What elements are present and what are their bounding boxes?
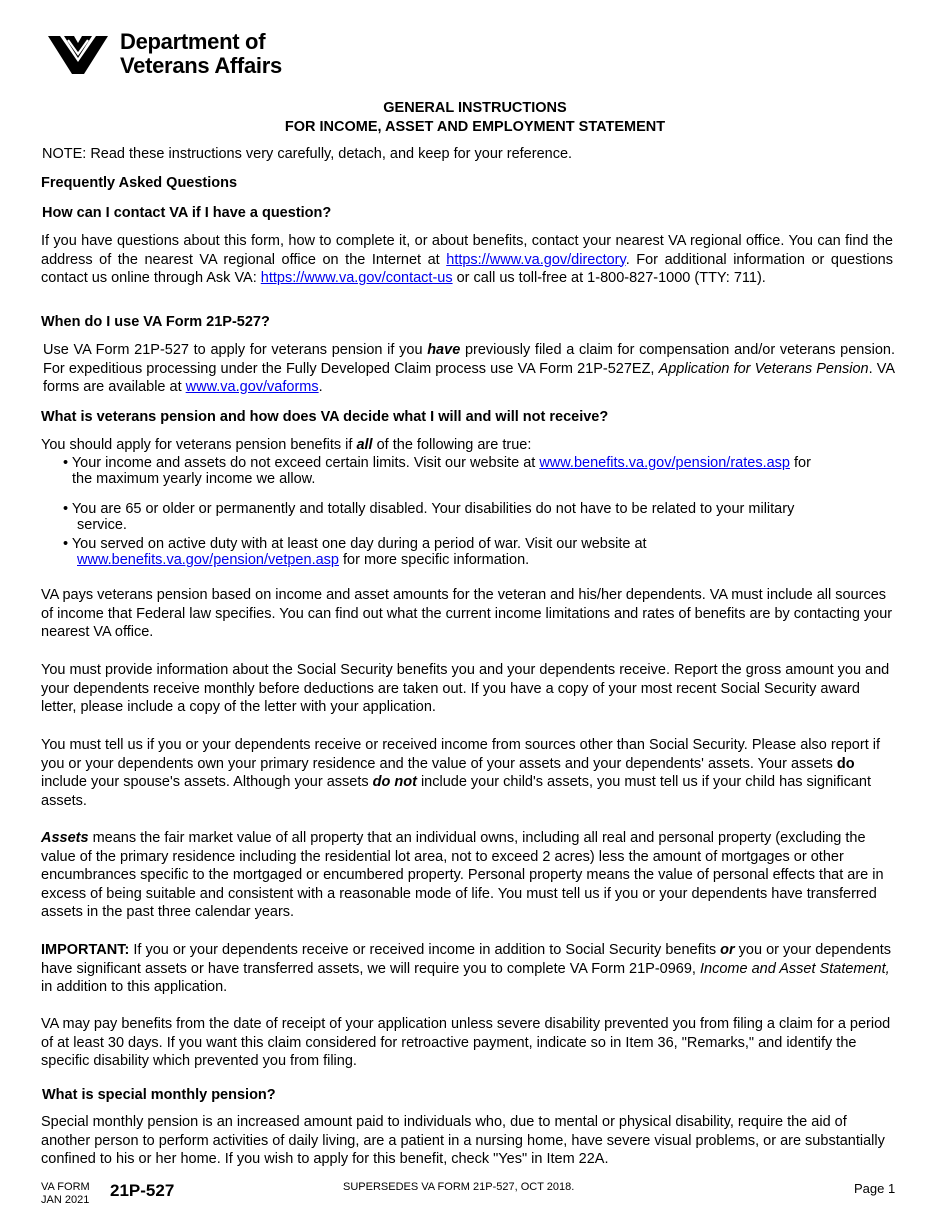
org-name-line1: Department of: [120, 29, 266, 54]
paragraph-income: VA pays veterans pension based on income and asset amounts for the veteran and his/her dependents. VA must include all sources of income that Federal law specifies. You can find out what the current income limitations and rates of benefits are by contacting your nearest VA office.: [41, 587, 893, 640]
vetpen-link[interactable]: www.benefits.va.gov/pension/vetpen.asp: [77, 552, 339, 568]
footer-va-form: VA FORM: [41, 1181, 90, 1193]
footer-page-number: Page 1: [854, 1181, 896, 1196]
faq-heading: Frequently Asked Questions: [41, 175, 238, 191]
page-title-line2: FOR INCOME, ASSET AND EMPLOYMENT STATEMENT: [284, 119, 666, 135]
paragraph-assets-definition: Assets means the fair market value of all property that an individual owns, including all real and personal property (excluding the value of the primary residence including the residential lot area, not to exceed 2 acres) less the amount of mortgages or other encumbrances specific to the mortgaged or encumbered property. Personal property means the value of personal effects that are in excess of being suitable and consistent with a reasonable mode of life. You must tell us if you or your dependents have transferred assets in the past three calendar years.: [41, 830, 884, 920]
page-title-line1: GENERAL INSTRUCTIONS: [383, 100, 567, 116]
footer-form-number: 21P-527: [110, 1181, 175, 1200]
when-heading: When do I use VA Form 21P-527?: [41, 314, 270, 330]
what-heading: What is veterans pension and how does VA decide what I will and will not receive?: [41, 409, 609, 425]
what-intro: You should apply for veterans pension benefits if all of the following are true:: [41, 437, 532, 453]
rates-link[interactable]: www.benefits.va.gov/pension/rates.asp: [539, 455, 790, 471]
directory-link[interactable]: https://www.va.gov/directory: [446, 251, 626, 268]
footer-supersedes: SUPERSEDES VA FORM 21P-527, OCT 2018.: [343, 1181, 575, 1193]
contact-paragraph: If you have questions about this form, how to complete it, or about benefits, contact your nearest VA regional office. You can find the address of the nearest VA regional office on the Internet at https://www.va.gov/directory. For additional information or questions contact us online through Ask VA: https://www.va.gov/contact-us or call us toll-free at 1-800-827-1000 (TTY: 711).: [41, 233, 893, 286]
list-item-continued: service.: [77, 517, 127, 533]
va-logo-icon: [46, 32, 110, 78]
paragraph-important: IMPORTANT: If you or your dependents receive or received income in addition to Social Security benefits or you or your dependents have significant assets or have transferred assets, we will require you to complete VA Form 21P-0969, Income and Asset Statement, in addition to this application.: [41, 942, 892, 995]
list-item: • You served on active duty with at least one day during a period of war. Visit our website at: [63, 536, 647, 552]
smp-paragraph: Special monthly pension is an increased amount paid to individuals who, due to mental or physical disability, require the aid of another person to perform activities of daily living, are a patient in a nursing home, have severe visual problems, or are substantially confined to his or her home. If you wish to apply for this benefit, check "Yes" in Item 22A.: [41, 1114, 885, 1167]
when-paragraph: Use VA Form 21P-527 to apply for veterans pension if you have previously filed a claim for compensation and/or veterans pension. For expeditious processing under the Fully Developed Claim process use VA Form 21P-527EZ, Application for Veterans Pension. VA forms are available at www.va.gov/vaforms.: [43, 342, 896, 395]
paragraph-assets-report: You must tell us if you or your dependents receive or received income from sources other than Social Security. Please also report if you or your dependents own your primary residence and the value of your assets and your dependents' assets. Your assets do include your spouse's assets. Although your assets do not include your child's assets, you must tell us if your child has significant assets.: [41, 737, 881, 809]
list-item: • You are 65 or older or permanently and totally disabled. Your disabilities do not have to be related to your military: [63, 501, 795, 517]
paragraph-retroactive: VA may pay benefits from the date of receipt of your application unless severe disability prevented you from filing a claim for a period of at least 30 days. If you want this claim considered for retroactive payment, indicate so in Item 36, "Remarks," and identify the specific disability which prevented you from filing.: [41, 1016, 891, 1069]
list-item-continued: the maximum yearly income we allow.: [72, 471, 316, 487]
note-text: NOTE: Read these instructions very carefully, detach, and keep for your reference.: [42, 146, 573, 162]
smp-heading: What is special monthly pension?: [42, 1087, 276, 1103]
org-name-line2: Veterans Affairs: [120, 53, 282, 78]
footer-date: JAN 2021: [41, 1194, 90, 1206]
va-logo: [46, 30, 318, 84]
contact-us-link[interactable]: https://www.va.gov/contact-us: [260, 270, 453, 286]
list-item-continued: www.benefits.va.gov/pension/vetpen.asp for more specific information.: [77, 552, 530, 568]
vaforms-link[interactable]: www.va.gov/vaforms: [185, 379, 319, 395]
paragraph-social-security: You must provide information about the Social Security benefits you and your dependents receive. Report the gross amount you and your dependents receive monthly before deductions are taken out. If you have a copy of your most recent Social Security award letter, please include a copy of the letter with your application.: [41, 662, 890, 715]
contact-heading: How can I contact VA if I have a question?: [42, 205, 332, 221]
list-item: • Your income and assets do not exceed certain limits. Visit our website at www.benefits.va.gov/pension/rates.asp for: [63, 455, 811, 471]
